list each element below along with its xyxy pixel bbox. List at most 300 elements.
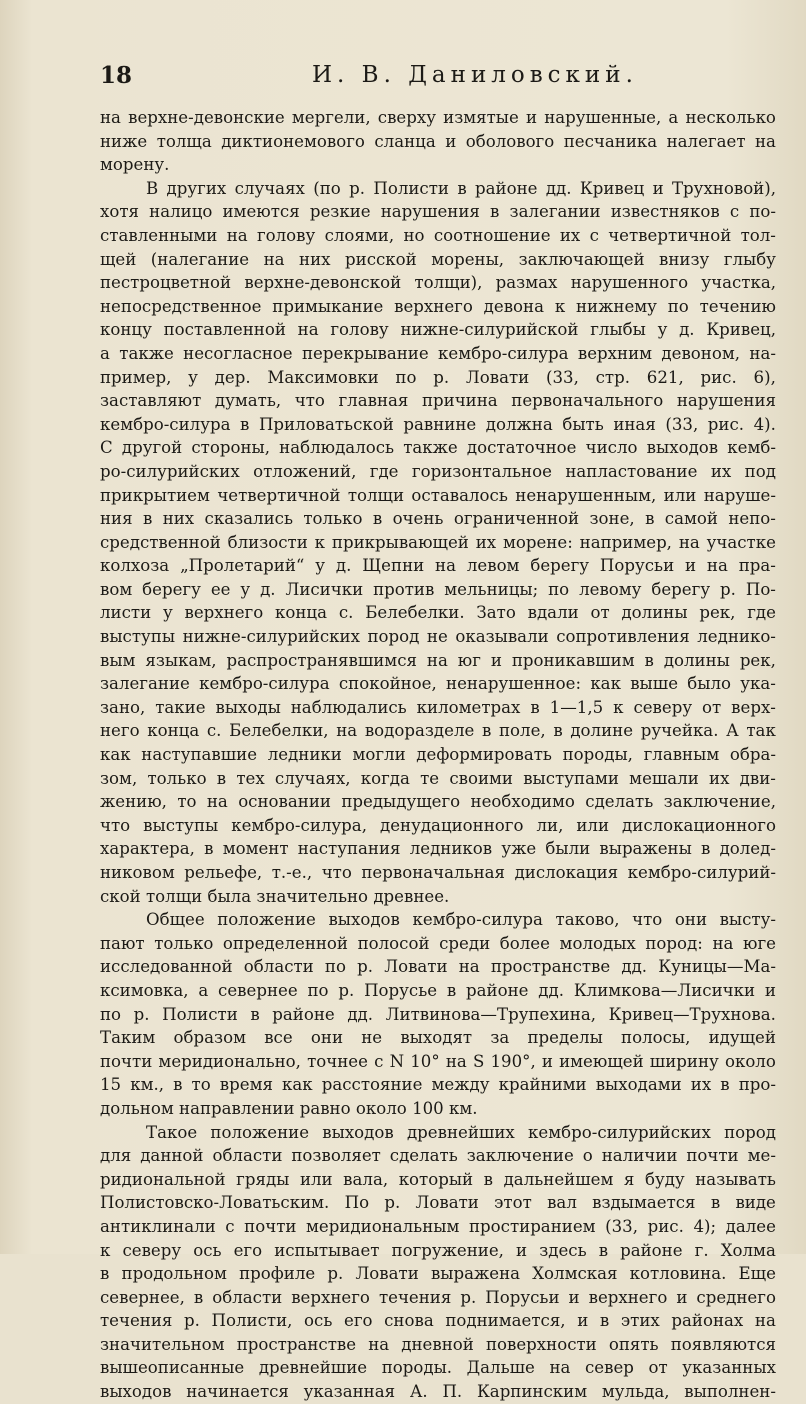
word: не bbox=[426, 627, 448, 647]
word: положение bbox=[210, 1122, 310, 1142]
word: выступы bbox=[143, 815, 219, 835]
word: а bbox=[100, 343, 110, 363]
word: то bbox=[191, 1075, 211, 1095]
word: в bbox=[193, 1287, 204, 1307]
word: 6), bbox=[753, 367, 776, 387]
word: дд. bbox=[538, 980, 565, 1000]
text-line bbox=[100, 177, 776, 201]
text-line bbox=[100, 531, 776, 555]
word: вом bbox=[100, 579, 133, 599]
word: примыкание bbox=[272, 296, 384, 316]
word: который bbox=[398, 1169, 474, 1189]
word: рис. bbox=[647, 1216, 684, 1236]
text-line bbox=[100, 1121, 776, 1145]
text-line bbox=[100, 554, 776, 578]
word: образом bbox=[173, 1028, 246, 1048]
word: на bbox=[426, 650, 448, 670]
word: Зато bbox=[476, 603, 516, 623]
word: ледников bbox=[409, 839, 493, 859]
word: залегание bbox=[100, 674, 190, 694]
word: дд. bbox=[347, 1004, 374, 1024]
word: полосы, bbox=[621, 1028, 691, 1048]
word: вздымается bbox=[592, 1193, 696, 1213]
word: оказывали bbox=[455, 627, 549, 647]
word: и bbox=[685, 556, 697, 576]
word: очень bbox=[392, 509, 444, 529]
word: указанная bbox=[303, 1382, 396, 1402]
word: почти bbox=[100, 1051, 153, 1071]
word: дд. bbox=[545, 178, 572, 198]
word: течения bbox=[378, 1287, 452, 1307]
word: Белебелки. bbox=[365, 603, 465, 623]
word: характера, bbox=[100, 839, 195, 859]
word: думать, bbox=[214, 391, 282, 411]
word: Дальше bbox=[466, 1358, 535, 1378]
word: была bbox=[207, 886, 257, 906]
word: когда bbox=[360, 768, 410, 788]
word: нарушенного bbox=[570, 273, 689, 293]
word: р. bbox=[133, 1004, 150, 1024]
word: все bbox=[264, 1028, 293, 1048]
word: 4). bbox=[753, 414, 776, 434]
word: по bbox=[667, 296, 689, 316]
word: выходят bbox=[400, 1028, 473, 1048]
word: на bbox=[754, 131, 776, 151]
word: выступы bbox=[100, 627, 176, 647]
word: на bbox=[706, 556, 728, 576]
word: что bbox=[100, 815, 131, 835]
word: данной bbox=[140, 1146, 204, 1166]
word: их bbox=[690, 1075, 712, 1095]
word: поднимается, bbox=[445, 1311, 566, 1331]
word: и bbox=[490, 650, 502, 670]
word: выступами bbox=[523, 768, 619, 788]
word: наличии bbox=[601, 1146, 678, 1166]
word: течения bbox=[100, 1311, 173, 1331]
word: пространстве bbox=[490, 957, 611, 977]
word: только bbox=[154, 933, 214, 953]
word: или bbox=[663, 485, 697, 505]
word: верхнего bbox=[184, 603, 264, 623]
word: измятые bbox=[443, 108, 519, 127]
word: непо- bbox=[728, 509, 776, 529]
word: г. bbox=[694, 1240, 709, 1260]
text-line bbox=[100, 1356, 776, 1380]
text-line bbox=[100, 130, 776, 154]
text-line bbox=[100, 955, 776, 979]
word: в bbox=[720, 1075, 730, 1095]
word: берегу bbox=[142, 579, 201, 599]
word: сопротивления bbox=[556, 627, 690, 647]
word: жению, bbox=[100, 792, 167, 812]
word: профиле bbox=[239, 1264, 316, 1284]
word: простиранием bbox=[468, 1216, 596, 1236]
word: на bbox=[754, 1311, 776, 1331]
word: д. bbox=[679, 320, 695, 340]
word: вала, bbox=[343, 1169, 389, 1189]
word: что bbox=[294, 391, 325, 411]
word: пределы bbox=[527, 1028, 603, 1048]
word: ширину bbox=[649, 1051, 719, 1071]
word: несколько bbox=[685, 108, 776, 127]
word: появляются bbox=[670, 1334, 776, 1354]
word: никовом bbox=[100, 863, 175, 882]
word: вдали bbox=[527, 603, 579, 623]
word: на bbox=[336, 721, 358, 741]
word: снова bbox=[384, 1311, 434, 1331]
word: долине bbox=[570, 721, 634, 741]
word: берегу bbox=[530, 556, 590, 576]
word: положение bbox=[217, 910, 316, 930]
word: зом, bbox=[100, 768, 138, 788]
word: резкие bbox=[309, 202, 371, 222]
word: Максимовки bbox=[267, 367, 379, 387]
word: Полистовско-Ловатьским. bbox=[100, 1193, 330, 1213]
word: ния bbox=[100, 509, 133, 529]
word: Холма bbox=[720, 1240, 776, 1260]
word: дольном bbox=[100, 1098, 180, 1118]
word: р. bbox=[357, 957, 374, 977]
word: „Пролетарий“ bbox=[180, 556, 305, 576]
word: в bbox=[216, 768, 227, 788]
word: кемб- bbox=[727, 438, 776, 458]
word: кембро-силура bbox=[438, 343, 569, 363]
word: проникавшим bbox=[511, 650, 635, 670]
word: его bbox=[344, 1311, 373, 1331]
word: них bbox=[162, 509, 195, 529]
word: на bbox=[206, 792, 228, 812]
running-head: И. В. Даниловский. bbox=[312, 62, 638, 88]
word: ксимовка, bbox=[100, 980, 189, 1000]
word: испытывает bbox=[274, 1240, 380, 1260]
word: были bbox=[545, 839, 591, 859]
word: высту- bbox=[719, 910, 776, 930]
word: по bbox=[100, 1004, 122, 1024]
word: таково, bbox=[555, 910, 620, 930]
word: котловина. bbox=[629, 1264, 727, 1284]
word: северу bbox=[122, 1240, 182, 1260]
word: мергели, bbox=[291, 108, 371, 127]
word: зоне, bbox=[589, 509, 635, 529]
word: концу bbox=[100, 320, 152, 340]
word: участке bbox=[706, 532, 776, 552]
word: от bbox=[590, 603, 610, 623]
text-line bbox=[100, 979, 776, 1003]
text-line bbox=[100, 1239, 776, 1263]
text-line bbox=[100, 578, 776, 602]
word: на bbox=[226, 225, 248, 245]
word: р. bbox=[327, 1264, 344, 1284]
word: что bbox=[321, 863, 352, 882]
word: Карпинским bbox=[476, 1382, 588, 1402]
word: выходы bbox=[215, 697, 281, 717]
word: как bbox=[590, 674, 621, 694]
word: начинается bbox=[186, 1382, 289, 1402]
word: районе bbox=[272, 1004, 335, 1024]
word: пестроцветной bbox=[100, 273, 232, 293]
word: леднико- bbox=[697, 627, 776, 647]
word: р. bbox=[184, 1311, 200, 1331]
word: и bbox=[577, 1311, 589, 1331]
text-line bbox=[100, 625, 776, 649]
word: налицо bbox=[149, 202, 213, 222]
word: ось bbox=[193, 1240, 222, 1260]
word: вым bbox=[100, 650, 136, 670]
text-line bbox=[100, 1073, 776, 1097]
word: точнее bbox=[307, 1051, 368, 1071]
word: к bbox=[100, 1240, 111, 1260]
word: колхоза bbox=[100, 556, 170, 576]
word: и bbox=[445, 131, 457, 151]
word: имеющей bbox=[559, 1051, 644, 1071]
word: называть bbox=[695, 1169, 776, 1189]
word: в bbox=[530, 697, 540, 717]
word: толща bbox=[156, 131, 212, 151]
word: кембро-силура, bbox=[231, 815, 367, 835]
text-line bbox=[100, 861, 776, 885]
word: нижне-силурийской bbox=[400, 320, 579, 340]
text-line bbox=[100, 790, 776, 814]
word: выходов bbox=[646, 438, 719, 458]
word: равнине bbox=[403, 414, 477, 434]
word: р. bbox=[349, 178, 366, 198]
word: конца bbox=[147, 721, 200, 741]
word: песчаника bbox=[563, 131, 658, 151]
word: на- bbox=[749, 343, 776, 363]
text-line bbox=[100, 1003, 776, 1027]
text-line bbox=[100, 507, 776, 531]
word: четвертичной bbox=[217, 485, 341, 505]
word: Куницы—Ма- bbox=[658, 957, 776, 977]
word: (33, bbox=[665, 414, 699, 434]
word: 190°, bbox=[490, 1051, 536, 1071]
text-line bbox=[100, 1144, 776, 1168]
text-line bbox=[100, 672, 776, 696]
word: размах bbox=[495, 273, 558, 293]
word: было bbox=[687, 674, 732, 694]
word: зано, bbox=[100, 697, 146, 717]
word: значительном bbox=[100, 1334, 225, 1354]
word: у bbox=[315, 556, 326, 576]
word: вышеописанные bbox=[100, 1358, 245, 1378]
word: Ловати bbox=[355, 1264, 419, 1284]
word: момент bbox=[222, 839, 289, 859]
word: наблюдалось bbox=[279, 438, 395, 458]
word: а bbox=[198, 980, 209, 1000]
word: сверху bbox=[377, 108, 436, 127]
word: отложений, bbox=[253, 461, 357, 481]
word: в bbox=[142, 509, 153, 529]
text-line bbox=[100, 1191, 776, 1215]
word: наступания bbox=[297, 839, 401, 859]
word: Такое bbox=[146, 1122, 198, 1142]
word: главная bbox=[338, 391, 409, 411]
word: нарушенные, bbox=[544, 108, 662, 127]
word: к bbox=[314, 532, 326, 552]
word: близости bbox=[227, 532, 308, 552]
word: распространявшимся bbox=[226, 650, 417, 670]
word: Трухновой), bbox=[671, 178, 776, 198]
word: наруше- bbox=[703, 485, 776, 505]
word: слоями, bbox=[324, 225, 395, 245]
word: S bbox=[472, 1051, 485, 1071]
word: или bbox=[299, 1169, 333, 1189]
word: юге bbox=[743, 933, 776, 953]
word: в bbox=[482, 721, 492, 741]
word: поле, bbox=[499, 721, 546, 741]
word: Полисти bbox=[162, 1004, 238, 1024]
text-line bbox=[100, 413, 776, 437]
word: в bbox=[250, 1004, 260, 1024]
word: имеются bbox=[222, 202, 300, 222]
word: 4); bbox=[693, 1216, 717, 1236]
word: рек, bbox=[699, 603, 736, 623]
word: заключающей bbox=[518, 249, 645, 269]
word: на bbox=[445, 1051, 467, 1071]
word: только bbox=[147, 768, 207, 788]
word: в bbox=[553, 721, 563, 741]
word: девоном, bbox=[661, 343, 741, 363]
word: Порусье bbox=[364, 980, 438, 1000]
word: про- bbox=[738, 1075, 776, 1095]
body-text bbox=[100, 106, 776, 1404]
word: мешали bbox=[629, 768, 699, 788]
word: берегу bbox=[651, 579, 711, 599]
word: стр. bbox=[595, 367, 631, 387]
word: ли, bbox=[536, 815, 564, 835]
word: А. bbox=[409, 1382, 428, 1402]
word: для bbox=[100, 1146, 132, 1166]
word: области bbox=[212, 1287, 283, 1307]
word: вал bbox=[547, 1193, 577, 1213]
word: а bbox=[668, 108, 679, 127]
word: Приловатьской bbox=[258, 414, 394, 434]
word: полосой bbox=[357, 933, 430, 953]
word: например, bbox=[579, 532, 672, 552]
word: рис. bbox=[700, 367, 737, 387]
word: тех bbox=[236, 768, 265, 788]
text-line bbox=[100, 436, 776, 460]
word: значительно bbox=[256, 886, 374, 906]
word: рис. bbox=[707, 414, 745, 434]
word: их bbox=[475, 532, 497, 552]
word: км., bbox=[130, 1075, 165, 1095]
text-line bbox=[100, 601, 776, 625]
word: рек, bbox=[739, 650, 776, 670]
word: голову bbox=[256, 225, 316, 245]
word: Таким bbox=[100, 1028, 156, 1048]
word: известняков bbox=[610, 202, 720, 222]
word: антиклинали bbox=[100, 1216, 216, 1236]
word: дви- bbox=[739, 768, 776, 788]
word: кембро-силура bbox=[100, 414, 231, 434]
word: ниже bbox=[100, 131, 148, 151]
word: и bbox=[516, 1240, 528, 1260]
word: выражена bbox=[430, 1264, 521, 1284]
page-header bbox=[100, 62, 776, 100]
word: С bbox=[100, 438, 113, 458]
word: долины bbox=[663, 650, 730, 670]
word: крайними bbox=[498, 1075, 587, 1095]
word: время bbox=[219, 1075, 273, 1095]
word: о bbox=[582, 1146, 593, 1166]
word: районе bbox=[475, 178, 538, 198]
word: быть bbox=[562, 414, 604, 434]
word: выполнен- bbox=[684, 1382, 776, 1402]
word: 1—1,5 bbox=[549, 697, 604, 717]
word: выходами bbox=[595, 1075, 682, 1095]
text-line bbox=[100, 200, 776, 224]
text-line bbox=[100, 908, 776, 932]
word: дислокационного bbox=[622, 815, 776, 835]
word: пород bbox=[724, 1122, 776, 1142]
text-line bbox=[100, 153, 776, 177]
text-line bbox=[100, 1050, 776, 1074]
word: с bbox=[589, 225, 599, 245]
word: они bbox=[310, 1028, 344, 1048]
word: оставалось bbox=[411, 485, 508, 505]
word: обра- bbox=[729, 745, 776, 765]
word: где bbox=[747, 603, 776, 623]
text-line bbox=[100, 814, 776, 838]
word: мельницы; bbox=[444, 579, 539, 599]
word: в bbox=[204, 839, 214, 859]
word: Общее bbox=[146, 910, 205, 930]
word: буду bbox=[644, 1169, 685, 1189]
word: случаях, bbox=[274, 768, 351, 788]
word: идущей bbox=[708, 1028, 776, 1048]
word: на bbox=[263, 249, 285, 269]
word: к bbox=[554, 296, 566, 316]
word: они bbox=[674, 910, 708, 930]
word: ридиональной bbox=[100, 1169, 226, 1189]
word: глыбы bbox=[590, 320, 646, 340]
word: ее bbox=[210, 579, 231, 599]
word: ненарушенное: bbox=[446, 674, 582, 694]
word: в bbox=[372, 509, 383, 529]
word: в bbox=[173, 1075, 183, 1095]
word: Литвинова—Трупехина, bbox=[385, 1004, 597, 1024]
word: 15 bbox=[100, 1075, 122, 1095]
word: в bbox=[457, 178, 467, 198]
word: Холмская bbox=[532, 1264, 618, 1284]
word: глыбу bbox=[723, 249, 776, 269]
word: Еще bbox=[738, 1264, 776, 1284]
text-line bbox=[100, 837, 776, 861]
word: около bbox=[724, 1051, 776, 1071]
word: листи bbox=[100, 603, 152, 623]
text-line bbox=[100, 248, 776, 272]
word: по bbox=[548, 579, 570, 599]
text-line bbox=[100, 932, 776, 956]
word: пра- bbox=[738, 556, 776, 576]
word: его bbox=[233, 1240, 263, 1260]
word: породы, bbox=[562, 745, 633, 765]
word: Кривец, bbox=[706, 320, 776, 340]
word: почти bbox=[686, 1146, 739, 1166]
word: По- bbox=[745, 579, 776, 599]
word: необходимо bbox=[470, 792, 575, 812]
word: виде bbox=[735, 1193, 776, 1213]
word: рисской bbox=[345, 249, 417, 269]
word: направлении bbox=[179, 1098, 300, 1118]
word: верхнего bbox=[291, 1287, 370, 1307]
word: в bbox=[645, 509, 655, 529]
word: под bbox=[744, 461, 776, 481]
word: В bbox=[146, 178, 159, 198]
word: опять bbox=[608, 1334, 659, 1354]
text-line bbox=[100, 1309, 776, 1333]
